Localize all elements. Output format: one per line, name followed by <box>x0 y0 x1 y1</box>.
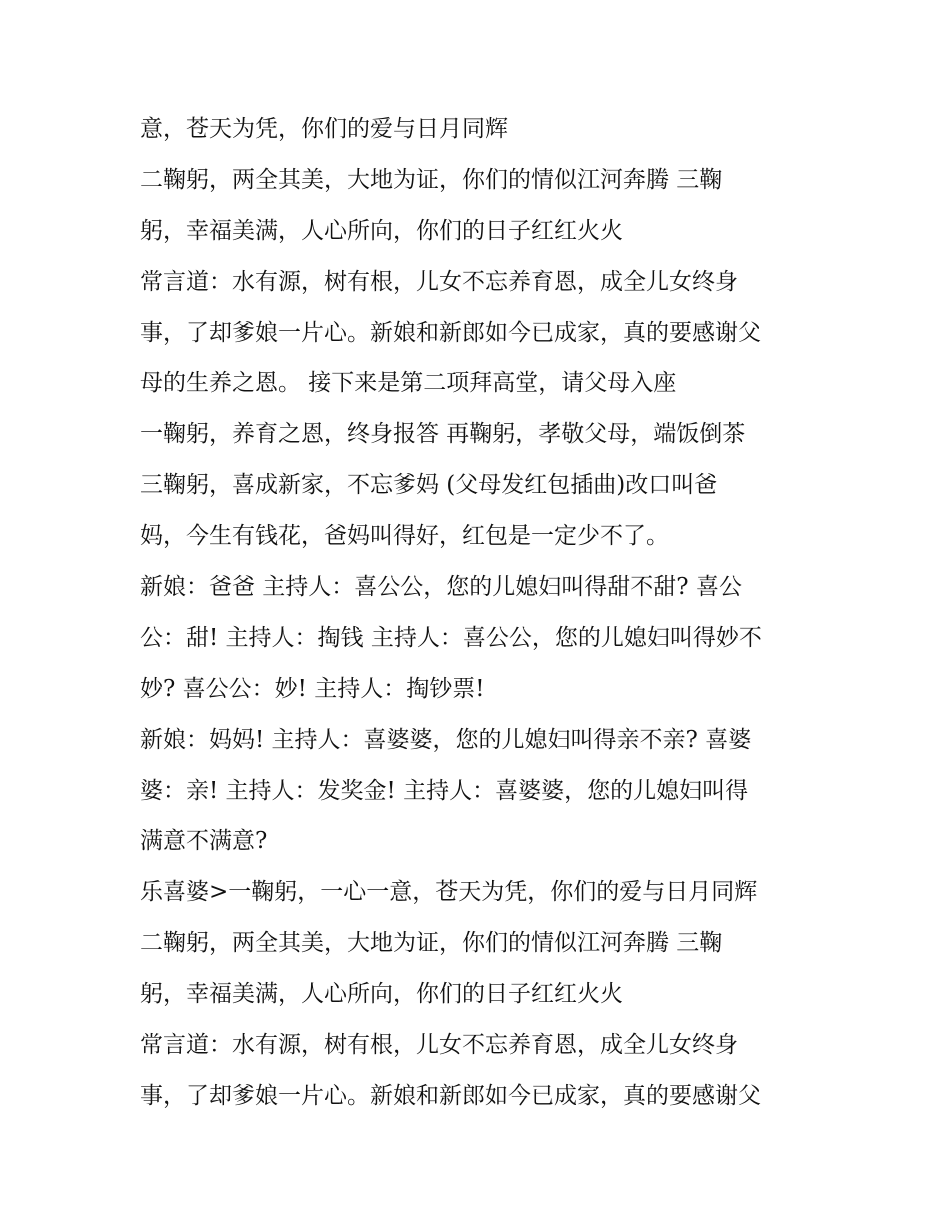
text-line: 三鞠躬，喜成新家，不忘爹妈 (父母发红包插曲)改口叫爸 <box>140 472 718 499</box>
text-line: 妙? 喜公公：妙! 主持人：掏钞票! <box>140 675 485 702</box>
text-line: 常言道：水有源，树有根，儿女不忘养育恩，成全儿女终身 <box>140 1032 738 1059</box>
text-line: 二鞠躬，两全其美，大地为证，你们的情似江河奔腾 三鞠 <box>140 930 723 957</box>
document-body <box>140 108 830 1126</box>
text-line: 新娘：爸爸 主持人：喜公公，您的儿媳妇叫得甜不甜? 喜公 <box>140 574 742 601</box>
text-line: 妈，今生有钱花，爸妈叫得好，红包是一定少不了。 <box>140 523 669 550</box>
text-line: 二鞠躬，两全其美，大地为证，你们的情似江河奔腾 三鞠 <box>140 166 723 193</box>
text-line: 事，了却爹娘一片心。新娘和新郎如今已成家，真的要感谢父 <box>140 319 761 346</box>
text-line: 公：甜! 主持人：掏钱 主持人：喜公公，您的儿媳妇叫得妙不 <box>140 624 762 651</box>
text-line: 满意不满意? <box>140 828 268 855</box>
text-line: 意，苍天为凭，你们的爱与日月同辉 <box>140 116 508 142</box>
text-line: 常言道：水有源，树有根，儿女不忘养育恩，成全儿女终身 <box>140 268 738 295</box>
text-line: 乐喜婆>一鞠躬，一心一意，苍天为凭，你们的爱与日月同辉 <box>140 879 758 906</box>
text-line: 婆：亲! 主持人：发奖金! 主持人：喜婆婆，您的儿媳妇叫得 <box>140 777 749 804</box>
text-line: 事，了却爹娘一片心。新娘和新郎如今已成家，真的要感谢父 <box>140 1082 761 1109</box>
text-line: 躬，幸福美满，人心所向，你们的日子红红火火 <box>140 217 623 244</box>
text-line: 躬，幸福美满，人心所向，你们的日子红红火火 <box>140 981 623 1008</box>
text-line: 母的生养之恩。 接下来是第二项拜高堂，请父母入座 <box>140 370 677 397</box>
text-line: 新娘：妈妈! 主持人：喜婆婆，您的儿媳妇叫得亲不亲? 喜婆 <box>140 726 752 753</box>
text-line: 一鞠躬，养育之恩，终身报答 再鞠躬，孝敬父母，端饭倒茶 <box>140 421 746 448</box>
